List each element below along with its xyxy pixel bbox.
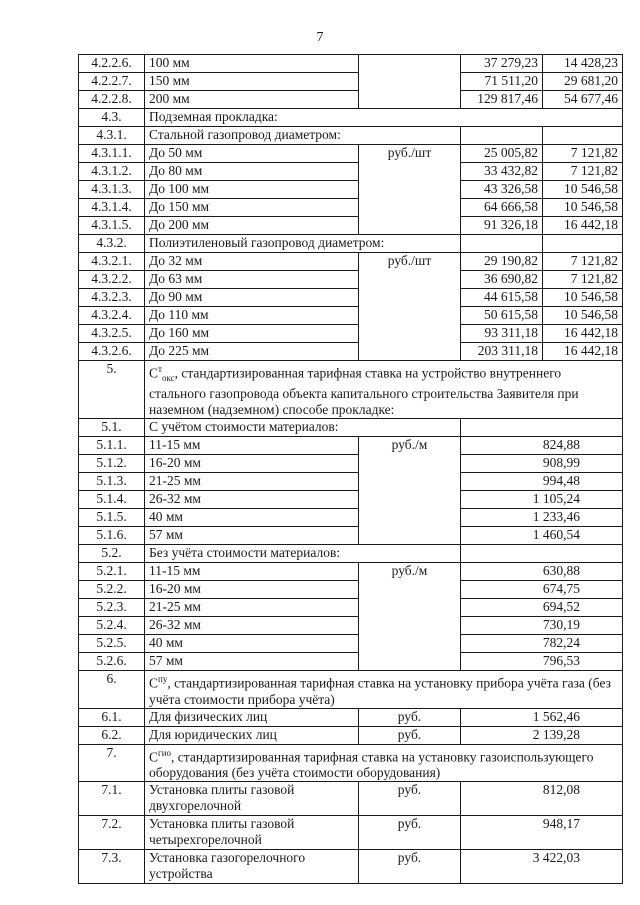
item-name: До 225 мм	[145, 343, 359, 361]
rate-value: 796,53	[461, 653, 623, 671]
value-without-materials: 16 442,18	[543, 217, 623, 235]
section-heading: Стальной газопровод диаметром:	[145, 127, 461, 145]
table-row	[79, 473, 623, 491]
item-number: 4.3.1.3.	[79, 181, 145, 199]
table-row	[79, 289, 623, 307]
item-number: 4.3.1.5.	[79, 217, 145, 235]
rate-value: 948,17	[461, 816, 623, 850]
item-name: 11-15 мм	[145, 563, 359, 581]
item-number: 5.2.5.	[79, 635, 145, 653]
rate-symbol: C	[149, 675, 159, 691]
rate-value: 1 562,46	[461, 708, 623, 726]
item-number: 4.3.2.2.	[79, 271, 145, 289]
table-row	[79, 325, 623, 343]
item-name: До 200 мм	[145, 217, 359, 235]
table-row	[79, 563, 623, 581]
item-number: 5.2.1.	[79, 563, 145, 581]
item-name: 57 мм	[145, 527, 359, 545]
value-without-materials: 10 546,58	[543, 289, 623, 307]
rate-value: 674,75	[461, 581, 623, 599]
item-number: 4.3.2.5.	[79, 325, 145, 343]
item-number: 4.2.2.7.	[79, 73, 145, 91]
item-number: 5.	[79, 361, 145, 419]
item-name: До 150 мм	[145, 199, 359, 217]
section-heading: Без учёта стоимости материалов:	[145, 545, 461, 563]
item-number: 4.2.2.8.	[79, 91, 145, 109]
section-text: , стандартизированная тарифная ставка на установку газоиспользующего оборудования (без учёта стоимости оборудования)	[149, 749, 594, 781]
unit-cell: руб.	[359, 816, 461, 850]
item-number: 4.3.1.2.	[79, 163, 145, 181]
section-heading: С учётом стоимости материалов:	[145, 419, 461, 437]
value-with-materials: 129 817,46	[461, 91, 543, 109]
table-row	[79, 708, 623, 726]
rate-symbol: C	[149, 749, 159, 765]
value-with-materials: 91 326,18	[461, 217, 543, 235]
item-number: 4.3.	[79, 109, 145, 127]
value-without-materials: 14 428,23	[543, 55, 623, 73]
rate-value: 908,99	[461, 455, 623, 473]
table-row	[79, 816, 623, 850]
table-row	[79, 55, 623, 73]
table-row	[79, 635, 623, 653]
unit-cell	[359, 55, 461, 109]
item-name: Установка плиты газовой двухгорелочной	[145, 782, 359, 816]
table-row	[79, 145, 623, 163]
item-number: 6.1.	[79, 708, 145, 726]
value-without-materials: 10 546,58	[543, 307, 623, 325]
item-name: 21-25 мм	[145, 473, 359, 491]
value-without-materials: 10 546,58	[543, 181, 623, 199]
table-row	[79, 73, 623, 91]
table-row	[79, 581, 623, 599]
item-name: До 90 мм	[145, 289, 359, 307]
value-without-materials: 7 121,82	[543, 145, 623, 163]
section-text: , стандартизированная тарифная ставка на устройство внутреннего стального газопровода объекта капитального строительства Заявителя при наземном (надземном) способе прокладке:	[149, 365, 579, 418]
item-name: До 80 мм	[145, 163, 359, 181]
item-number: 5.1.	[79, 419, 145, 437]
item-name: Установка газогорелочного устройства	[145, 850, 359, 884]
tariff-table	[78, 54, 623, 884]
value-with-materials: 43 326,58	[461, 181, 543, 199]
subsection-row	[79, 235, 623, 253]
rate-value: 994,48	[461, 473, 623, 491]
table-row	[79, 163, 623, 181]
empty-cell	[461, 545, 623, 563]
item-name: Установка плиты газовой четырехгорелочной	[145, 816, 359, 850]
rate-value: 3 422,03	[461, 850, 623, 884]
table-row	[79, 527, 623, 545]
table-row	[79, 343, 623, 361]
table-row	[79, 455, 623, 473]
rate-symbol-superscript: гио	[158, 747, 172, 758]
item-number: 5.2.2.	[79, 581, 145, 599]
item-number: 7.2.	[79, 816, 145, 850]
rate-symbol-superscript: т	[158, 364, 162, 374]
rate-symbol-subscript: окс	[161, 373, 175, 384]
empty-cell	[461, 419, 623, 437]
page-number: 7	[316, 30, 324, 45]
subsection-row	[79, 545, 623, 563]
item-name: До 160 мм	[145, 325, 359, 343]
unit-cell: руб.	[359, 708, 461, 726]
item-name: 26-32 мм	[145, 491, 359, 509]
item-number: 5.2.3.	[79, 599, 145, 617]
value-with-materials: 203 311,18	[461, 343, 543, 361]
item-number: 5.1.5.	[79, 509, 145, 527]
item-name: 150 мм	[145, 73, 359, 91]
item-number: 4.3.2.	[79, 235, 145, 253]
item-name: До 100 мм	[145, 181, 359, 199]
unit-cell: руб./м	[359, 563, 461, 671]
section-row	[79, 671, 623, 709]
item-number: 7.1.	[79, 782, 145, 816]
rate-value: 2 139,28	[461, 726, 623, 744]
section-heading	[145, 671, 623, 709]
item-number: 7.3.	[79, 850, 145, 884]
rate-value: 812,08	[461, 782, 623, 816]
value-without-materials: 10 546,58	[543, 199, 623, 217]
item-name: 26-32 мм	[145, 617, 359, 635]
subsection-row	[79, 419, 623, 437]
rate-value: 1 233,46	[461, 509, 623, 527]
item-name: До 110 мм	[145, 307, 359, 325]
value-with-materials: 50 615,58	[461, 307, 543, 325]
item-number: 6.2.	[79, 726, 145, 744]
item-number: 4.3.1.	[79, 127, 145, 145]
section-row	[79, 109, 623, 127]
table-row	[79, 253, 623, 271]
table-row	[79, 217, 623, 235]
item-name: Для физических лиц	[145, 708, 359, 726]
value-with-materials: 37 279,23	[461, 55, 543, 73]
section-heading	[145, 361, 623, 419]
rate-symbol-superscript: пу	[158, 674, 168, 685]
item-number: 5.2.6.	[79, 653, 145, 671]
unit-cell: руб./шт	[359, 145, 461, 235]
section-heading	[145, 744, 623, 782]
subsection-row	[79, 127, 623, 145]
item-number: 5.1.3.	[79, 473, 145, 491]
value-with-materials: 44 615,58	[461, 289, 543, 307]
table-row	[79, 437, 623, 455]
rate-value: 1 460,54	[461, 527, 623, 545]
item-name: 11-15 мм	[145, 437, 359, 455]
rate-value: 730,19	[461, 617, 623, 635]
item-number: 4.3.2.1.	[79, 253, 145, 271]
table-row	[79, 271, 623, 289]
value-with-materials: 64 666,58	[461, 199, 543, 217]
rate-value: 1 105,24	[461, 491, 623, 509]
section-heading: Полиэтиленовый газопровод диаметром:	[145, 235, 461, 253]
item-name: До 50 мм	[145, 145, 359, 163]
table-row	[79, 599, 623, 617]
item-number: 4.3.2.4.	[79, 307, 145, 325]
empty-cell	[461, 127, 543, 145]
item-number: 7.	[79, 744, 145, 782]
unit-cell: руб./м	[359, 437, 461, 545]
table-row	[79, 850, 623, 884]
table-row	[79, 726, 623, 744]
item-name: 16-20 мм	[145, 581, 359, 599]
item-number: 4.3.2.6.	[79, 343, 145, 361]
rate-value: 694,52	[461, 599, 623, 617]
item-name: 16-20 мм	[145, 455, 359, 473]
rate-value: 782,24	[461, 635, 623, 653]
item-number: 5.1.2.	[79, 455, 145, 473]
item-number: 4.3.1.4.	[79, 199, 145, 217]
table-row	[79, 782, 623, 816]
value-with-materials: 29 190,82	[461, 253, 543, 271]
empty-cell	[543, 235, 623, 253]
item-name: До 32 мм	[145, 253, 359, 271]
unit-cell: руб.	[359, 850, 461, 884]
section-text: , стандартизированная тарифная ставка на установку прибора учёта газа (без учёта стоимости прибора учёта)	[149, 675, 611, 707]
table-row	[79, 181, 623, 199]
value-without-materials: 29 681,20	[543, 73, 623, 91]
value-with-materials: 71 511,20	[461, 73, 543, 91]
item-number: 5.2.	[79, 545, 145, 563]
table-row	[79, 307, 623, 325]
table-row	[79, 491, 623, 509]
item-number: 5.1.4.	[79, 491, 145, 509]
item-number: 5.1.6.	[79, 527, 145, 545]
value-with-materials: 93 311,18	[461, 325, 543, 343]
item-number: 6.	[79, 671, 145, 709]
unit-cell: руб.	[359, 726, 461, 744]
item-number: 5.1.1.	[79, 437, 145, 455]
item-name: 40 мм	[145, 635, 359, 653]
section-row	[79, 361, 623, 419]
value-with-materials: 33 432,82	[461, 163, 543, 181]
empty-cell	[461, 235, 543, 253]
value-with-materials: 36 690,82	[461, 271, 543, 289]
item-name: До 63 мм	[145, 271, 359, 289]
item-number: 4.2.2.6.	[79, 55, 145, 73]
table-row	[79, 617, 623, 635]
item-name: 57 мм	[145, 653, 359, 671]
item-number: 4.3.1.1.	[79, 145, 145, 163]
table-row	[79, 91, 623, 109]
item-name: 40 мм	[145, 509, 359, 527]
item-number: 4.3.2.3.	[79, 289, 145, 307]
value-without-materials: 7 121,82	[543, 271, 623, 289]
rate-symbol: C	[149, 365, 159, 381]
value-without-materials: 7 121,82	[543, 163, 623, 181]
item-number: 5.2.4.	[79, 617, 145, 635]
section-row	[79, 744, 623, 782]
unit-cell: руб.	[359, 782, 461, 816]
value-without-materials: 54 677,46	[543, 91, 623, 109]
value-with-materials: 25 005,82	[461, 145, 543, 163]
value-without-materials: 16 442,18	[543, 343, 623, 361]
value-without-materials: 16 442,18	[543, 325, 623, 343]
item-name: 100 мм	[145, 55, 359, 73]
table-row	[79, 653, 623, 671]
section-heading: Подземная прокладка:	[145, 109, 623, 127]
value-without-materials: 7 121,82	[543, 253, 623, 271]
table-row	[79, 199, 623, 217]
rate-value: 630,88	[461, 563, 623, 581]
table-row	[79, 509, 623, 527]
rate-value: 824,88	[461, 437, 623, 455]
unit-cell: руб./шт	[359, 253, 461, 361]
item-name: 21-25 мм	[145, 599, 359, 617]
empty-cell	[543, 127, 623, 145]
item-name: 200 мм	[145, 91, 359, 109]
item-name: Для юридических лиц	[145, 726, 359, 744]
